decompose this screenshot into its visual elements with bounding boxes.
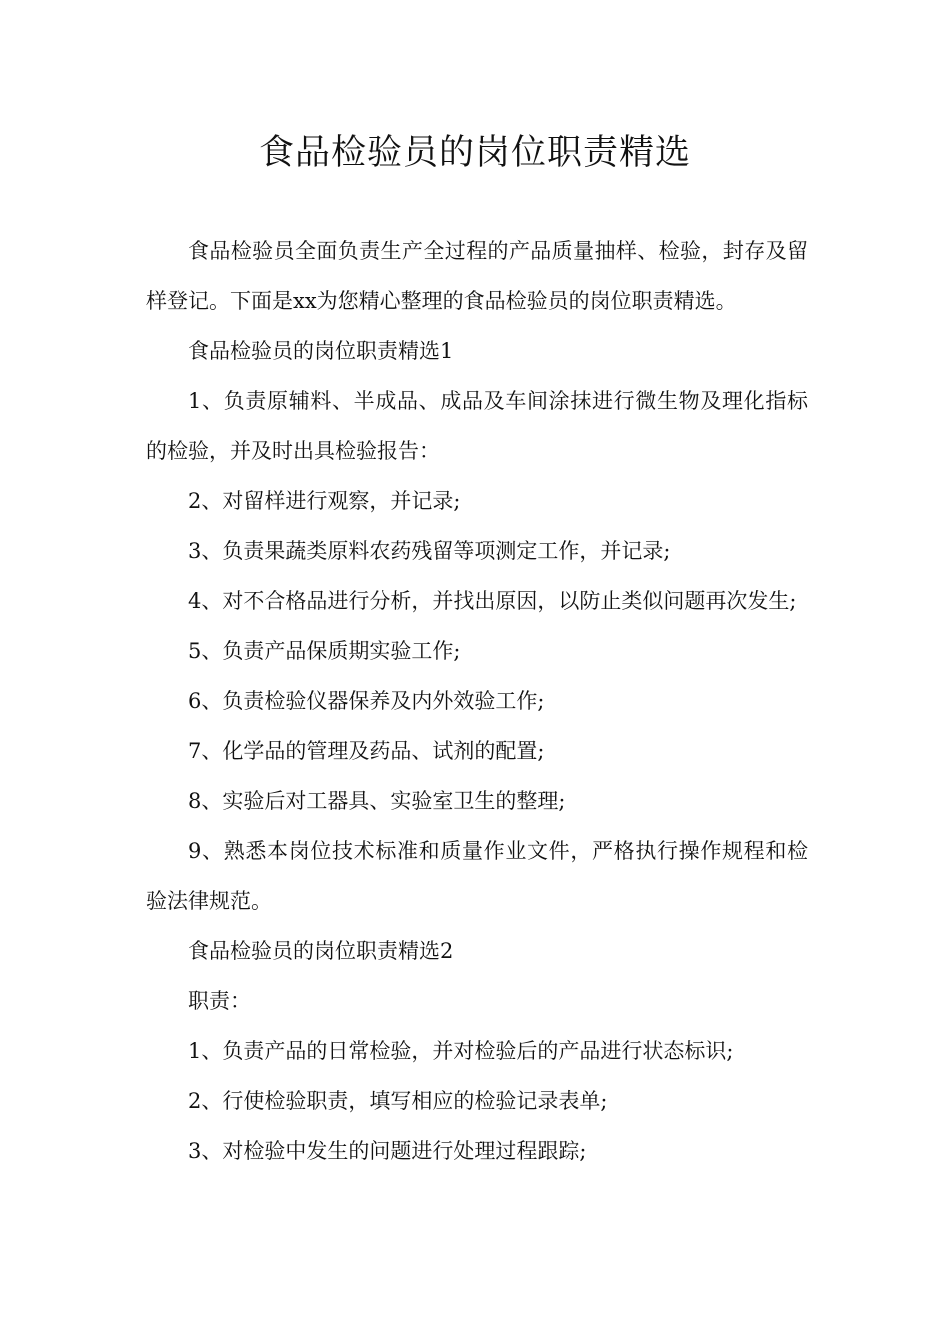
duty-item-2-3: 3、对检验中发生的问题进行处理过程跟踪;: [188, 1139, 587, 1163]
duty-item-4: 4、对不合格品进行分析，并找出原因，以防止类似问题再次发生;: [188, 589, 797, 613]
duty-item-2: 2、对留样进行观察，并记录;: [188, 489, 461, 513]
duty-item-9: 9、熟悉本岗位技术标准和质量作业文件，严格执行操作规程和检验法律规范。: [146, 839, 808, 913]
document-title: 食品检验员的岗位职责精选: [258, 133, 691, 173]
duty-item-6: 6、负责检验仪器保养及内外效验工作;: [188, 689, 545, 713]
section-heading-2: 食品检验员的岗位职责精选2: [188, 939, 454, 963]
duty-item-2-2: 2、行使检验职责，填写相应的检验记录表单;: [188, 1089, 608, 1113]
duties-label: 职责：: [188, 989, 251, 1013]
duty-item-3: 3、负责果蔬类原料农药残留等项测定工作，并记录;: [188, 539, 671, 563]
document-body: [146, 226, 808, 1176]
duty-item-8: 8、实验后对工器具、实验室卫生的整理;: [188, 789, 566, 813]
intro-paragraph: 食品检验员全面负责生产全过程的产品质量抽样、检验，封存及留样登记。下面是xx为您精心整理的食品检验员的岗位职责精选。: [146, 239, 808, 313]
duty-item-2-1: 1、负责产品的日常检验，并对检验后的产品进行状态标识;: [188, 1039, 734, 1063]
duty-item-5: 5、负责产品保质期实验工作;: [188, 639, 461, 663]
duty-item-1: 1、负责原辅料、半成品、成品及车间涂抹进行微生物及理化指标的检验，并及时出具检验报告：: [146, 389, 808, 463]
section-heading-1: 食品检验员的岗位职责精选1: [188, 339, 454, 363]
duty-item-7: 7、化学品的管理及药品、试剂的配置;: [188, 739, 545, 763]
